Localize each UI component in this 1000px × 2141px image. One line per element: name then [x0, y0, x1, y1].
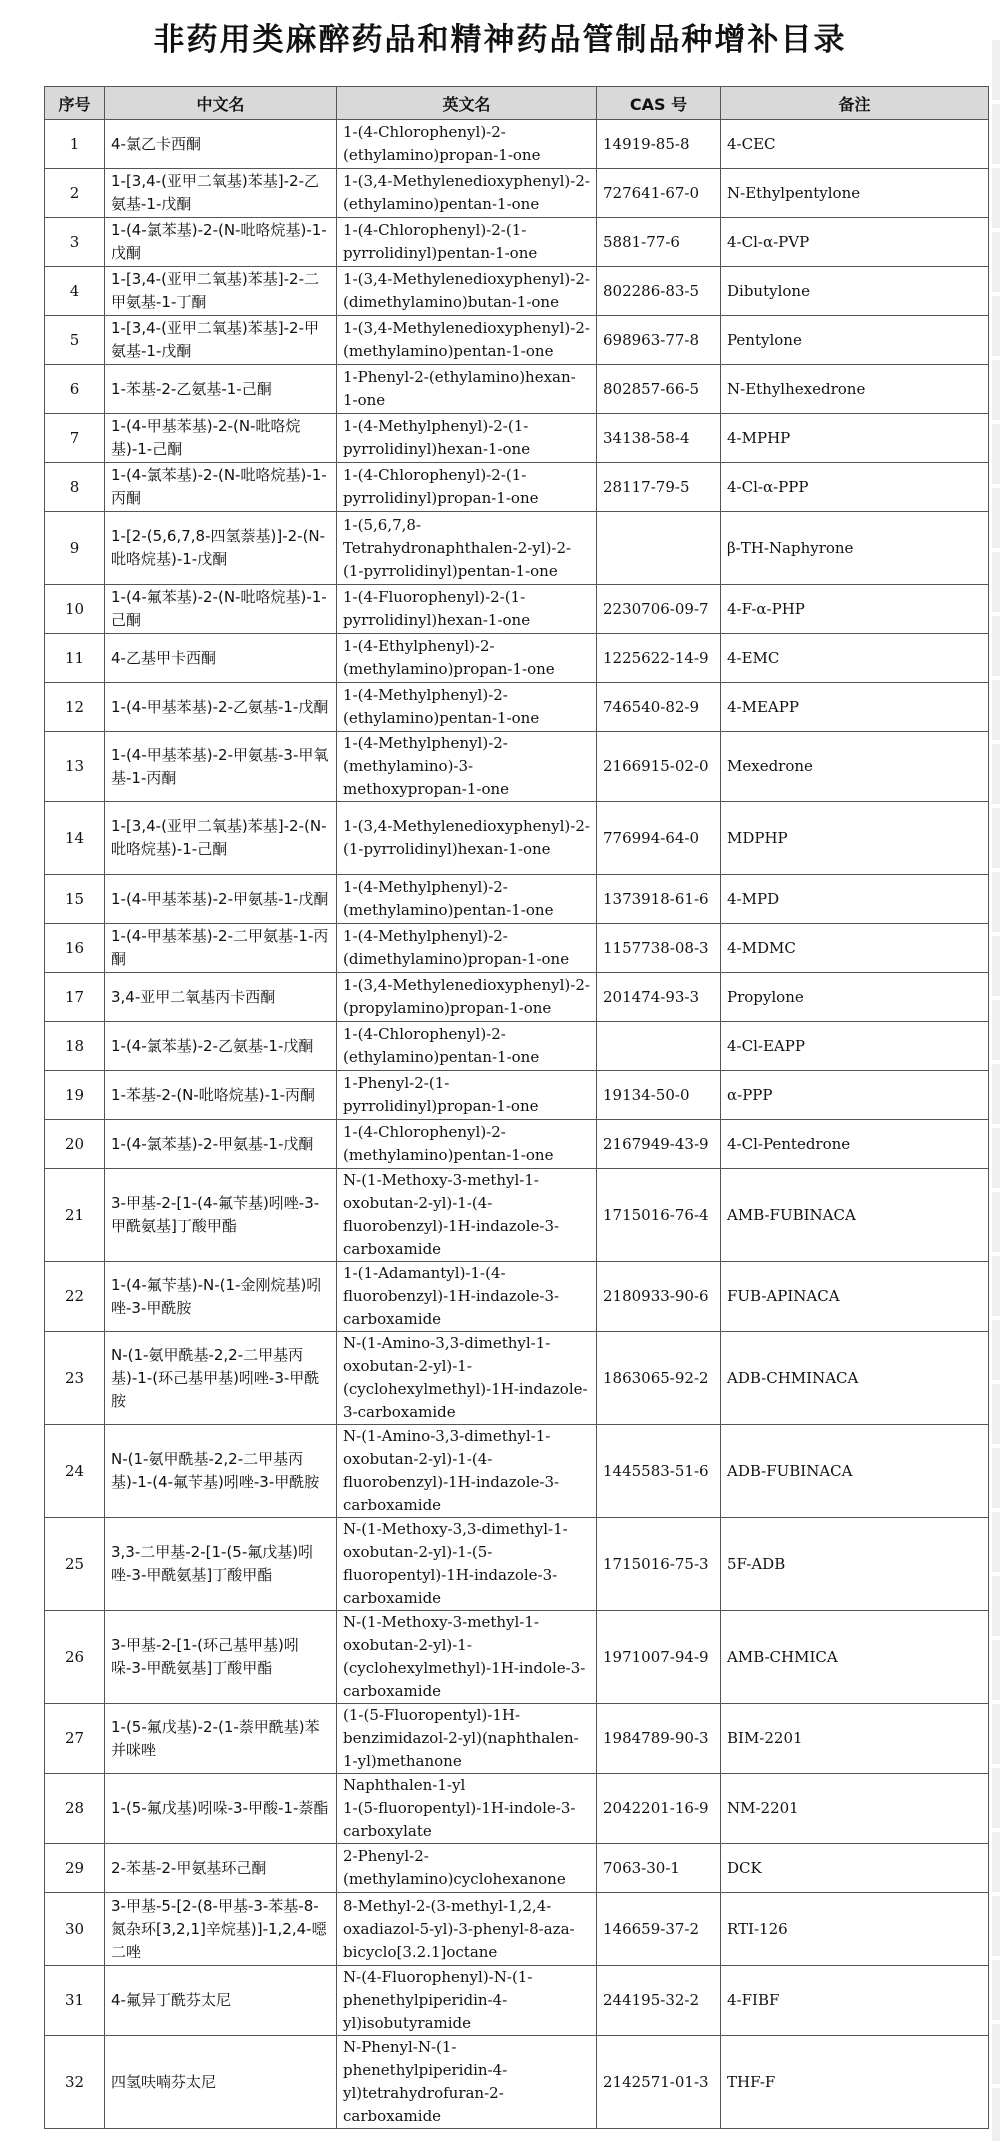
cell-cn-name: 3-甲基-2-[1-(4-氟苄基)吲唑-3-甲酰氨基]丁酸甲酯: [105, 1169, 337, 1262]
header-cas: CAS 号: [597, 87, 721, 120]
cell-cas: 1984789-90-3: [597, 1704, 721, 1774]
cell-cn-name: 1-(4-甲基苯基)-2-甲氨基-3-甲氧基-1-丙酮: [105, 732, 337, 802]
table-row: [45, 973, 989, 1022]
cell-en-name: N-Phenyl-N-(1-phenethylpiperidin-4-yl)tetrahydrofuran-2-carboxamide: [337, 2036, 597, 2129]
cell-cn-name: 1-(4-甲基苯基)-2-(N-吡咯烷基)-1-己酮: [105, 414, 337, 463]
cell-cas: 1971007-94-9: [597, 1611, 721, 1704]
cell-no: 9: [45, 512, 105, 585]
cell-note: α-PPP: [721, 1071, 989, 1120]
cell-cas: 1715016-75-3: [597, 1518, 721, 1611]
cell-no: 21: [45, 1169, 105, 1262]
table-row: [45, 316, 989, 365]
cell-cn-name: 1-苯基-2-乙氨基-1-己酮: [105, 365, 337, 414]
cell-en-name: 1-(3,4-Methylenedioxyphenyl)-2-(1-pyrrolidinyl)hexan-1-one: [337, 802, 597, 875]
cell-note: Pentylone: [721, 316, 989, 365]
cell-note: RTI-126: [721, 1893, 989, 1966]
cell-en-name: N-(1-Amino-3,3-dimethyl-1-oxobutan-2-yl)-1-(4-fluorobenzyl)-1H-indazole-3-carboxamide: [337, 1425, 597, 1518]
cell-en-name: 1-(1-Adamantyl)-1-(4-fluorobenzyl)-1H-indazole-3-carboxamide: [337, 1262, 597, 1332]
cell-cas: 727641-67-0: [597, 169, 721, 218]
cell-cas: 2167949-43-9: [597, 1120, 721, 1169]
cell-no: 22: [45, 1262, 105, 1332]
table-row: [45, 1704, 989, 1774]
table-row: [45, 169, 989, 218]
table-row: [45, 732, 989, 802]
cell-no: 27: [45, 1704, 105, 1774]
cell-note: 4-Cl-α-PVP: [721, 218, 989, 267]
cell-cas: 2042201-16-9: [597, 1774, 721, 1844]
drug-table: [44, 86, 989, 2129]
cell-en-name: 8-Methyl-2-(3-methyl-1,2,4-oxadiazol-5-yl)-3-phenyl-8-aza-bicyclo[3.2.1]octane: [337, 1893, 597, 1966]
cell-cas: 802286-83-5: [597, 267, 721, 316]
page-title: 非药用类麻醉药品和精神药品管制品种增补目录: [153, 22, 847, 58]
cell-cn-name: 1-(4-甲基苯基)-2-乙氨基-1-戊酮: [105, 683, 337, 732]
table-row: [45, 463, 989, 512]
cell-cn-name: 1-(4-氯苯基)-2-(N-吡咯烷基)-1-戊酮: [105, 218, 337, 267]
cell-cn-name: 1-(4-氟苯基)-2-(N-吡咯烷基)-1-己酮: [105, 585, 337, 634]
cell-no: 2: [45, 169, 105, 218]
cell-note: FUB-APINACA: [721, 1262, 989, 1332]
cell-note: 4-FIBF: [721, 1966, 989, 2036]
cell-cn-name: 3-甲基-2-[1-(环己基甲基)吲哚-3-甲酰氨基]丁酸甲酯: [105, 1611, 337, 1704]
table-body: [45, 120, 989, 2129]
cell-cas: 2142571-01-3: [597, 2036, 721, 2129]
table-row: [45, 802, 989, 875]
cell-cas: 746540-82-9: [597, 683, 721, 732]
cell-cas: 698963-77-8: [597, 316, 721, 365]
table-row: [45, 1425, 989, 1518]
cell-no: 17: [45, 973, 105, 1022]
cell-note: 4-Cl-α-PPP: [721, 463, 989, 512]
cell-note: 5F-ADB: [721, 1518, 989, 1611]
cell-no: 32: [45, 2036, 105, 2129]
cell-en-name: N-(1-Methoxy-3-methyl-1-oxobutan-2-yl)-1-(cyclohexylmethyl)-1H-indole-3-carboxamide: [337, 1611, 597, 1704]
cell-en-name: 1-(3,4-Methylenedioxyphenyl)-2-(methylamino)pentan-1-one: [337, 316, 597, 365]
cell-cas: 34138-58-4: [597, 414, 721, 463]
cell-cas: 5881-77-6: [597, 218, 721, 267]
cell-en-name: Naphthalen-1-yl 1-(5-fluoropentyl)-1H-indole-3-carboxylate: [337, 1774, 597, 1844]
cell-cn-name: N-(1-氨甲酰基-2,2-二甲基丙基)-1-(4-氟苄基)吲唑-3-甲酰胺: [105, 1425, 337, 1518]
cell-note: β-TH-Naphyrone: [721, 512, 989, 585]
page-edge-strip: [992, 40, 1000, 2141]
cell-cas: [597, 512, 721, 585]
table-row: [45, 512, 989, 585]
cell-en-name: 1-(4-Chlorophenyl)-2-(1-pyrrolidinyl)propan-1-one: [337, 463, 597, 512]
cell-cn-name: 4-氟异丁酰芬太尼: [105, 1966, 337, 2036]
cell-cas: 1715016-76-4: [597, 1169, 721, 1262]
cell-cn-name: 1-(4-氯苯基)-2-甲氨基-1-戊酮: [105, 1120, 337, 1169]
cell-note: Mexedrone: [721, 732, 989, 802]
table-row: [45, 1893, 989, 1966]
cell-no: 1: [45, 120, 105, 169]
table-row: [45, 585, 989, 634]
cell-cas: 146659-37-2: [597, 1893, 721, 1966]
cell-cas: 1157738-08-3: [597, 924, 721, 973]
cell-en-name: 2-Phenyl-2-(methylamino)cyclohexanone: [337, 1844, 597, 1893]
cell-note: 4-CEC: [721, 120, 989, 169]
cell-no: 7: [45, 414, 105, 463]
table-row: [45, 2036, 989, 2129]
cell-en-name: (1-(5-Fluoropentyl)-1H-benzimidazol-2-yl)(naphthalen-1-yl)methanone: [337, 1704, 597, 1774]
cell-en-name: 1-(4-Chlorophenyl)-2-(methylamino)pentan-1-one: [337, 1120, 597, 1169]
table-row: [45, 1022, 989, 1071]
cell-note: N-Ethylpentylone: [721, 169, 989, 218]
header-note: 备注: [721, 87, 989, 120]
cell-no: 19: [45, 1071, 105, 1120]
header-en: 英文名: [337, 87, 597, 120]
cell-note: Dibutylone: [721, 267, 989, 316]
table-row: [45, 924, 989, 973]
cell-note: 4-MDMC: [721, 924, 989, 973]
cell-no: 12: [45, 683, 105, 732]
cell-cn-name: 3,4-亚甲二氧基丙卡西酮: [105, 973, 337, 1022]
cell-cn-name: 1-(4-氯苯基)-2-乙氨基-1-戊酮: [105, 1022, 337, 1071]
table-row: [45, 1071, 989, 1120]
cell-cn-name: 1-[3,4-(亚甲二氧基)苯基]-2-乙氨基-1-戊酮: [105, 169, 337, 218]
table-row: [45, 1844, 989, 1893]
cell-en-name: 1-(3,4-Methylenedioxyphenyl)-2-(dimethylamino)butan-1-one: [337, 267, 597, 316]
cell-cn-name: 3,3-二甲基-2-[1-(5-氟戊基)吲唑-3-甲酰氨基]丁酸甲酯: [105, 1518, 337, 1611]
cell-cn-name: 1-[3,4-(亚甲二氧基)苯基]-2-(N-吡咯烷基)-1-己酮: [105, 802, 337, 875]
cell-no: 13: [45, 732, 105, 802]
table-row: [45, 1120, 989, 1169]
cell-en-name: 1-(4-Methylphenyl)-2-(ethylamino)pentan-1-one: [337, 683, 597, 732]
cell-cn-name: 2-苯基-2-甲氨基环己酮: [105, 1844, 337, 1893]
cell-cas: 19134-50-0: [597, 1071, 721, 1120]
table-row: [45, 1966, 989, 2036]
cell-en-name: 1-(4-Chlorophenyl)-2-(ethylamino)pentan-1-one: [337, 1022, 597, 1071]
cell-en-name: 1-Phenyl-2-(1-pyrrolidinyl)propan-1-one: [337, 1071, 597, 1120]
cell-note: N-Ethylhexedrone: [721, 365, 989, 414]
cell-no: 18: [45, 1022, 105, 1071]
table-row: [45, 120, 989, 169]
cell-en-name: 1-(5,6,7,8-Tetrahydronaphthalen-2-yl)-2-(1-pyrrolidinyl)pentan-1-one: [337, 512, 597, 585]
cell-no: 15: [45, 875, 105, 924]
table-row: [45, 875, 989, 924]
cell-note: MDPHP: [721, 802, 989, 875]
cell-note: ADB-CHMINACA: [721, 1332, 989, 1425]
table-row: [45, 1611, 989, 1704]
cell-no: 4: [45, 267, 105, 316]
cell-note: Propylone: [721, 973, 989, 1022]
cell-cn-name: 4-乙基甲卡西酮: [105, 634, 337, 683]
cell-no: 30: [45, 1893, 105, 1966]
cell-no: 26: [45, 1611, 105, 1704]
cell-no: 6: [45, 365, 105, 414]
cell-note: 4-EMC: [721, 634, 989, 683]
cell-cn-name: 四氢呋喃芬太尼: [105, 2036, 337, 2129]
cell-cn-name: 3-甲基-5-[2-(8-甲基-3-苯基-8-氮杂环[3,2,1]辛烷基)]-1,2,4-噁二唑: [105, 1893, 337, 1966]
cell-cn-name: 1-[3,4-(亚甲二氧基)苯基]-2-甲氨基-1-戊酮: [105, 316, 337, 365]
cell-note: 4-Cl-EAPP: [721, 1022, 989, 1071]
table-row: [45, 1169, 989, 1262]
cell-cas: 2166915-02-0: [597, 732, 721, 802]
cell-cn-name: 1-苯基-2-(N-吡咯烷基)-1-丙酮: [105, 1071, 337, 1120]
cell-cas: 244195-32-2: [597, 1966, 721, 2036]
cell-en-name: N-(1-Methoxy-3-methyl-1-oxobutan-2-yl)-1-(4-fluorobenzyl)-1H-indazole-3-carboxamide: [337, 1169, 597, 1262]
cell-cas: 14919-85-8: [597, 120, 721, 169]
cell-cn-name: 1-(4-氟苄基)-N-(1-金刚烷基)吲唑-3-甲酰胺: [105, 1262, 337, 1332]
cell-note: ADB-FUBINACA: [721, 1425, 989, 1518]
cell-en-name: 1-(4-Methylphenyl)-2-(dimethylamino)propan-1-one: [337, 924, 597, 973]
cell-no: 10: [45, 585, 105, 634]
cell-en-name: 1-(4-Methylphenyl)-2-(1-pyrrolidinyl)hexan-1-one: [337, 414, 597, 463]
cell-no: 14: [45, 802, 105, 875]
cell-cn-name: 1-(5-氟戊基)-2-(1-萘甲酰基)苯并咪唑: [105, 1704, 337, 1774]
table-row: [45, 1518, 989, 1611]
cell-cas: 2230706-09-7: [597, 585, 721, 634]
cell-cas: 2180933-90-6: [597, 1262, 721, 1332]
cell-en-name: 1-(4-Methylphenyl)-2-(methylamino)-3-methoxypropan-1-one: [337, 732, 597, 802]
cell-cn-name: 1-[3,4-(亚甲二氧基)苯基]-2-二甲氨基-1-丁酮: [105, 267, 337, 316]
cell-en-name: N-(1-Methoxy-3,3-dimethyl-1-oxobutan-2-yl)-1-(5-fluoropentyl)-1H-indazole-3-carboxamide: [337, 1518, 597, 1611]
table-header-row: [45, 87, 989, 120]
cell-cas: 1863065-92-2: [597, 1332, 721, 1425]
cell-cn-name: 4-氯乙卡西酮: [105, 120, 337, 169]
cell-en-name: 1-Phenyl-2-(ethylamino)hexan-1-one: [337, 365, 597, 414]
cell-no: 20: [45, 1120, 105, 1169]
cell-no: 29: [45, 1844, 105, 1893]
cell-note: 4-MPHP: [721, 414, 989, 463]
cell-note: 4-MPD: [721, 875, 989, 924]
cell-cas: 201474-93-3: [597, 973, 721, 1022]
cell-en-name: N-(1-Amino-3,3-dimethyl-1-oxobutan-2-yl)-1-(cyclohexylmethyl)-1H-indazole-3-carboxamide: [337, 1332, 597, 1425]
cell-en-name: 1-(4-Chlorophenyl)-2-(1-pyrrolidinyl)pentan-1-one: [337, 218, 597, 267]
cell-cas: 28117-79-5: [597, 463, 721, 512]
cell-no: 8: [45, 463, 105, 512]
cell-note: AMB-CHMICA: [721, 1611, 989, 1704]
table-row: [45, 414, 989, 463]
cell-cas: 776994-64-0: [597, 802, 721, 875]
cell-en-name: 1-(4-Fluorophenyl)-2-(1-pyrrolidinyl)hexan-1-one: [337, 585, 597, 634]
cell-note: DCK: [721, 1844, 989, 1893]
cell-note: 4-Cl-Pentedrone: [721, 1120, 989, 1169]
table-row: [45, 1262, 989, 1332]
cell-en-name: 1-(4-Chlorophenyl)-2-(ethylamino)propan-1-one: [337, 120, 597, 169]
cell-cas: 1373918-61-6: [597, 875, 721, 924]
cell-note: 4-F-α-PHP: [721, 585, 989, 634]
table-row: [45, 218, 989, 267]
cell-cn-name: 1-(4-甲基苯基)-2-二甲氨基-1-丙酮: [105, 924, 337, 973]
cell-no: 11: [45, 634, 105, 683]
cell-note: BIM-2201: [721, 1704, 989, 1774]
cell-no: 5: [45, 316, 105, 365]
table-row: [45, 634, 989, 683]
cell-cas: 7063-30-1: [597, 1844, 721, 1893]
cell-en-name: 1-(3,4-Methylenedioxyphenyl)-2-(ethylamino)pentan-1-one: [337, 169, 597, 218]
table-row: [45, 1332, 989, 1425]
cell-cn-name: 1-(5-氟戊基)吲哚-3-甲酸-1-萘酯: [105, 1774, 337, 1844]
cell-cas: 1445583-51-6: [597, 1425, 721, 1518]
cell-note: NM-2201: [721, 1774, 989, 1844]
cell-no: 23: [45, 1332, 105, 1425]
cell-en-name: 1-(3,4-Methylenedioxyphenyl)-2-(propylamino)propan-1-one: [337, 973, 597, 1022]
cell-no: 24: [45, 1425, 105, 1518]
cell-note: AMB-FUBINACA: [721, 1169, 989, 1262]
cell-cn-name: N-(1-氨甲酰基-2,2-二甲基丙基)-1-(环己基甲基)吲唑-3-甲酰胺: [105, 1332, 337, 1425]
cell-no: 31: [45, 1966, 105, 2036]
cell-no: 3: [45, 218, 105, 267]
table-row: [45, 683, 989, 732]
table-row: [45, 365, 989, 414]
cell-no: 25: [45, 1518, 105, 1611]
cell-cn-name: 1-[2-(5,6,7,8-四氢萘基)]-2-(N-吡咯烷基)-1-戊酮: [105, 512, 337, 585]
cell-en-name: 1-(4-Ethylphenyl)-2-(methylamino)propan-1-one: [337, 634, 597, 683]
header-cn: 中文名: [105, 87, 337, 120]
cell-cas: [597, 1022, 721, 1071]
cell-no: 28: [45, 1774, 105, 1844]
cell-cn-name: 1-(4-甲基苯基)-2-甲氨基-1-戊酮: [105, 875, 337, 924]
cell-en-name: 1-(4-Methylphenyl)-2-(methylamino)pentan-1-one: [337, 875, 597, 924]
cell-cas: 1225622-14-9: [597, 634, 721, 683]
table-row: [45, 1774, 989, 1844]
cell-note: THF-F: [721, 2036, 989, 2129]
cell-cas: 802857-66-5: [597, 365, 721, 414]
header-no: 序号: [45, 87, 105, 120]
cell-note: 4-MEAPP: [721, 683, 989, 732]
cell-cn-name: 1-(4-氯苯基)-2-(N-吡咯烷基)-1-丙酮: [105, 463, 337, 512]
table-row: [45, 267, 989, 316]
cell-en-name: N-(4-Fluorophenyl)-N-(1-phenethylpiperidin-4-yl)isobutyramide: [337, 1966, 597, 2036]
cell-no: 16: [45, 924, 105, 973]
